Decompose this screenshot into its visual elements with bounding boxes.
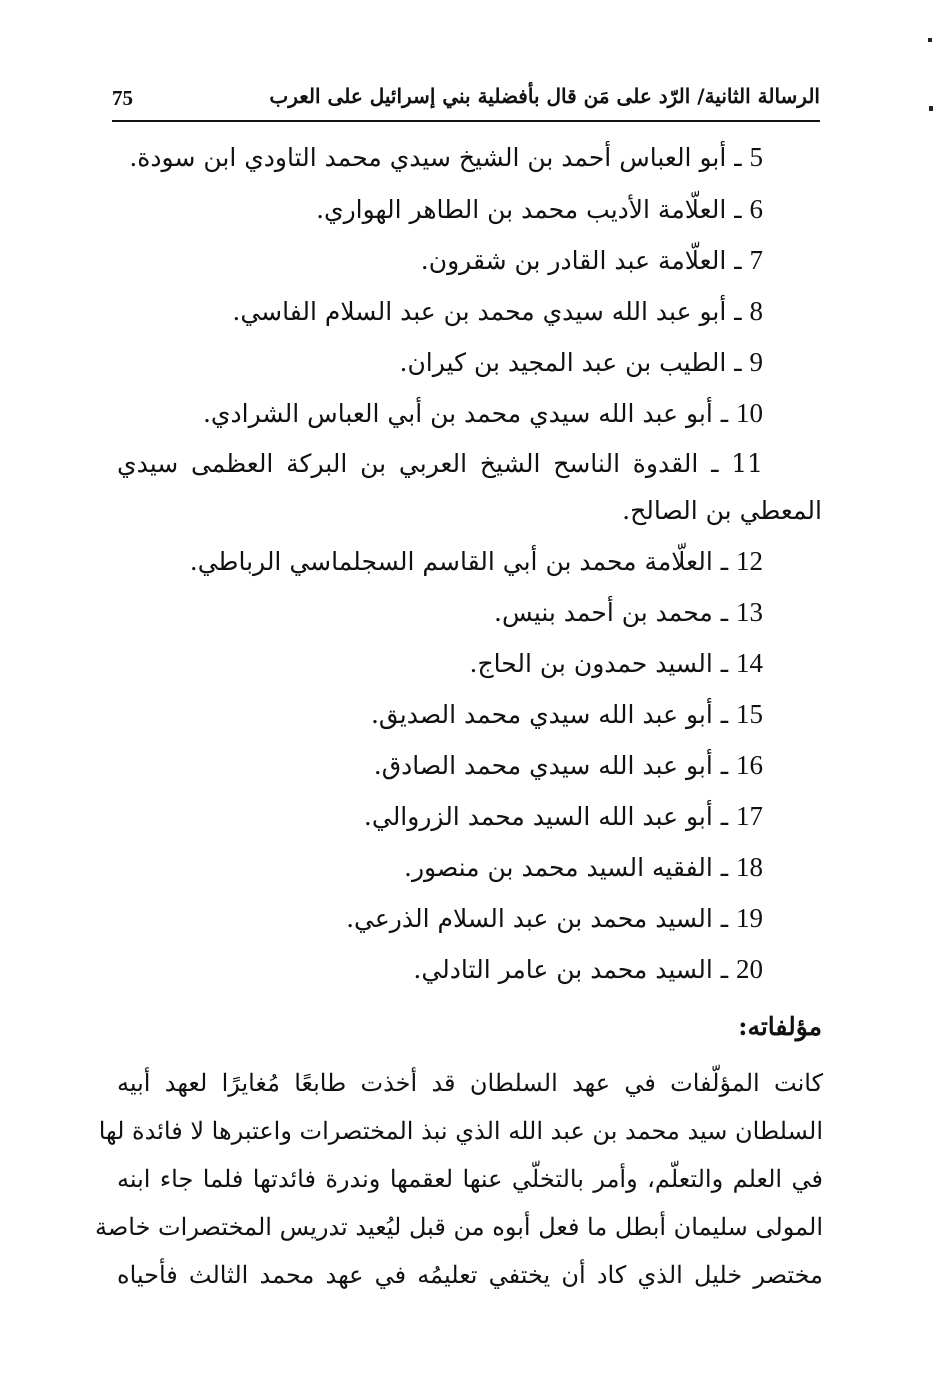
page-number: 75: [112, 86, 133, 110]
list-item-text: ـ أبو عبد الله سيدي محمد الصادق.: [373, 751, 736, 780]
list-item: [494, 595, 763, 630]
list-item-text: ـ العلّامة الأديب محمد بن الطاهر الهواري.: [316, 195, 750, 224]
list-item-text: ـ أبو عبد الله السيد محمد الزروالي.: [363, 802, 736, 831]
list-item-number: 14: [736, 648, 763, 678]
list-item-text: ـ السيد حمدون بن الحاج.: [469, 649, 736, 678]
page-header: [112, 84, 820, 122]
paragraph-line: مختصر خليل الذي كاد أن يختفي تعليمُه في عهد محمد الثالث فأحياه: [117, 1261, 823, 1289]
list-item-number: 7: [749, 245, 763, 275]
paragraph-line: كانت المؤلّفات في عهد السلطان قد أخذت طابعًا مُغايرًا لعهد أبيه: [117, 1069, 823, 1097]
list-item-text: ـ الفقيه السيد محمد بن منصور.: [404, 853, 736, 882]
list-item-text: ـ السيد محمد بن عبد السلام الذرعي.: [346, 904, 736, 933]
list-item-number: 12: [736, 546, 763, 576]
list-item-text: ـ السيد محمد بن عامر التادلي.: [413, 955, 736, 984]
list-item-number: 9: [749, 347, 763, 377]
list-item-text: ـ أبو عبد الله سيدي محمد بن عبد السلام الفاسي.: [232, 297, 750, 326]
list-item-number: 5: [749, 142, 763, 172]
list-item-text: ـ العلّامة عبد القادر بن شقرون.: [420, 246, 750, 275]
list-item: [203, 396, 763, 431]
list-item: [232, 294, 763, 329]
list-item: [374, 748, 763, 783]
list-item: [190, 544, 763, 579]
list-item-number: 13: [736, 597, 763, 627]
list-item-number: 10: [736, 398, 763, 428]
list-item: [129, 140, 763, 175]
list-item-text: ـ محمد بن أحمد بنيس.: [494, 598, 736, 627]
list-item: [316, 192, 763, 227]
list-item-text: ـ أبو العباس أحمد بن الشيخ سيدي محمد التاودي ابن سودة.: [129, 143, 750, 172]
list-item-number: 17: [736, 801, 763, 831]
list-item-number: 11: [731, 449, 763, 478]
list-item: [364, 799, 763, 834]
list-item: [346, 901, 763, 936]
list-item-number: 8: [749, 296, 763, 326]
list-item: [400, 345, 764, 380]
list-item: [413, 952, 763, 987]
list-item-number: 20: [736, 954, 763, 984]
list-item: [117, 447, 763, 481]
list-item-text: ـ الطيب بن عبد المجيد بن كيران.: [399, 348, 750, 377]
scan-speck: [928, 38, 932, 42]
list-item: [404, 850, 763, 885]
paragraph-line: السلطان سيد محمد بن عبد الله الذي نبذ المختصرات واعتبرها لا فائدة لها: [98, 1117, 823, 1145]
list-item-number: 19: [736, 903, 763, 933]
list-item-text: ـ العلّامة محمد بن أبي القاسم السجلماسي الرباطي.: [189, 547, 736, 576]
paragraph-line: المولى سليمان أبطل ما فعل أبوه من قبل ليُعيد تدريس المختصرات خاصة: [95, 1213, 823, 1241]
list-item: [371, 697, 763, 732]
list-item-number: 6: [749, 194, 763, 224]
paragraph-line: في العلم والتعلّم، وأمر بالتخلّي عنها لعقمها وندرة فائدتها فلما جاء ابنه: [117, 1165, 823, 1193]
list-item-continuation: المعطي بن الصالح.: [622, 496, 822, 525]
list-item-number: 18: [736, 852, 763, 882]
running-title: الرسالة الثانية/ الرّد على مَن قال بأفضلية بني إسرائيل على العرب: [269, 84, 820, 108]
list-item-number: 16: [736, 750, 763, 780]
scan-speck: [929, 106, 933, 111]
list-item: [470, 646, 763, 681]
list-item-number: 15: [736, 699, 763, 729]
list-item-text: ـ القدوة الناسح الشيخ العربي بن البركة العظمى سيدي: [117, 449, 732, 478]
list-item-text: ـ أبو عبد الله سيدي محمد بن أبي العباس الشرادي.: [202, 399, 736, 428]
section-heading: مؤلفاته:: [738, 1012, 822, 1041]
list-item: [421, 243, 763, 278]
list-item-text: ـ أبو عبد الله سيدي محمد الصديق.: [370, 700, 736, 729]
